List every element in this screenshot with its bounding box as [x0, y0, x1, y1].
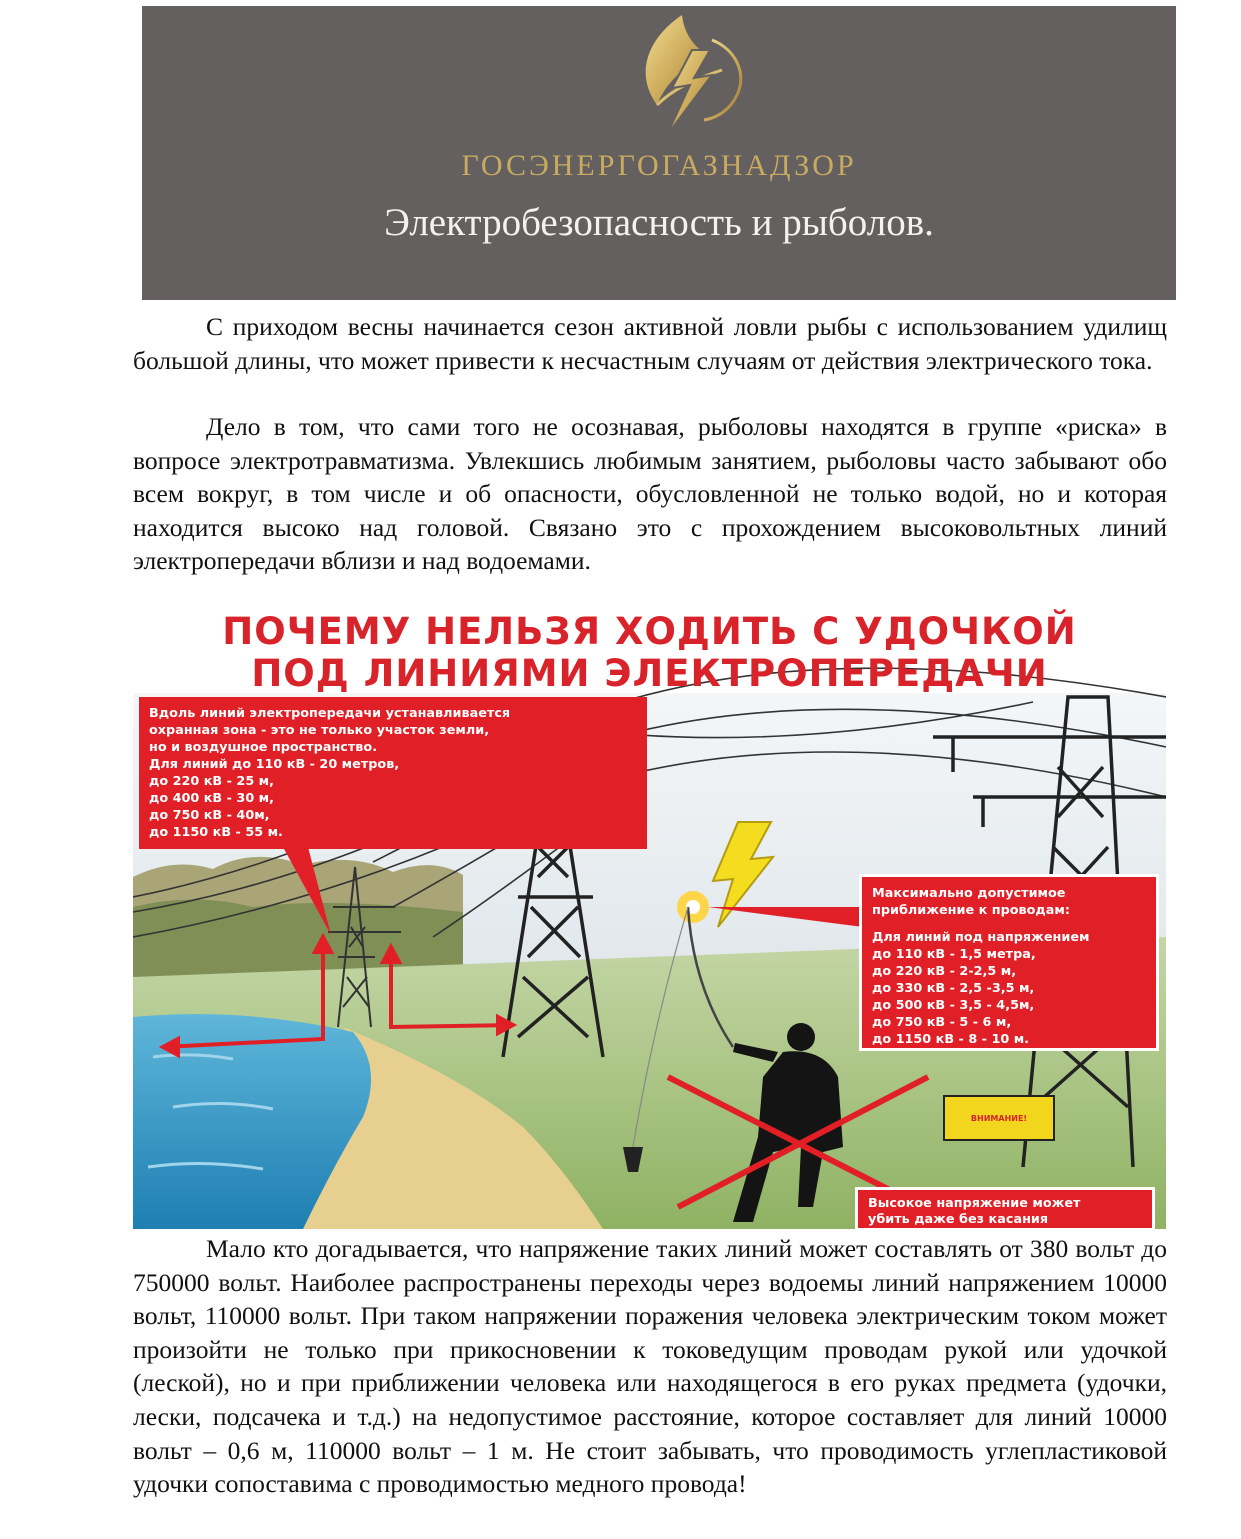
approach-list-item: до 750 кВ - 5 - 6 м,	[872, 1015, 1012, 1030]
approach-list-item: Для линий под напряжением	[872, 930, 1090, 945]
poster-title-line: ПОЧЕМУ НЕЛЬЗЯ ХОДИТЬ С УДОЧКОЙ	[222, 610, 1077, 653]
poster-title	[133, 611, 1166, 695]
zone-list-item: Для линий до 110 кВ - 20 метров,	[149, 757, 400, 772]
paragraph: Дело в том, что сами того не осознавая, рыболовы находятся в группе «риска» в вопросе электротравматизма. Увлекшись любимым занятием, рыболовы часто забывают обо всем вокруг, в том числе и об опасности, обусловленной не только водой, но и которая находится высоко над головой. Связано это с прохождением высоковольтных линий электропередачи вблизи и над водоемами.	[133, 412, 1167, 576]
warning-text-line: Высокое напряжение может	[868, 1196, 1081, 1211]
approach-list-item: до 500 кВ - 3,5 - 4,5м,	[872, 998, 1035, 1013]
leaf-lightning-logo-icon	[612, 10, 752, 140]
paragraph-risk	[133, 410, 1167, 578]
approach-list-item: до 330 кВ - 2,5 -3,5 м,	[872, 981, 1035, 996]
high-voltage-warning-box	[855, 1187, 1155, 1229]
warning-text-line: убить даже без касания	[868, 1212, 1049, 1227]
paragraph: Мало кто догадывается, что напряжение таких линий может составлять от 380 вольт до 750000 вольт. Наиболее распространены переходы через водоемы линий напряжением 10000 вольт, 110000 вольт. При таком напряжении поражения человека электрическим током может произойти не только при прикосновении к токоведущим проводам рукой или удочкой (леской), но и при приближении человека или находящегося в его руках предмета (удочки, лески, подсачека и т.д.) на недопустимое расстояние, которое составляет для линий 10000 вольт – 0,6 м, 110000 вольт – 1 м. Не стоит забывать, что проводимость углепластиковой удочки сопоставима с проводимостью медного провода!	[133, 1234, 1167, 1499]
zone-text-line: но и воздушное пространство.	[149, 740, 378, 755]
protection-zone-box	[139, 697, 647, 849]
organization-name: ГОСЭНЕРГОГАЗНАДЗОР	[461, 149, 857, 182]
poster-title-line: ПОД ЛИНИЯМИ ЭЛЕКТРОПЕРЕДАЧИ	[251, 652, 1048, 695]
approach-distance-box	[859, 874, 1159, 1051]
safety-poster	[133, 607, 1166, 1229]
header-banner	[142, 6, 1176, 300]
zone-list-item: до 1150 кВ - 55 м.	[149, 825, 283, 840]
warning-sign: ВНИМАНИЕ!	[943, 1095, 1055, 1141]
approach-text-line: приближение к проводам:	[872, 903, 1070, 918]
approach-list-item: до 110 кВ - 1,5 метра,	[872, 947, 1036, 962]
approach-text-line: Максимально допустимое	[872, 886, 1066, 901]
zone-list-item: до 750 кВ - 40м,	[149, 808, 270, 823]
paragraph-intro	[133, 310, 1167, 377]
zone-text-line: охранная зона - это не только участок земли,	[149, 723, 490, 738]
document-title: Электробезопасность и рыболов.	[384, 201, 934, 244]
zone-list-item: до 400 кВ - 30 м,	[149, 791, 274, 806]
zone-text-line: Вдоль линий электропередачи устанавливается	[149, 706, 511, 721]
approach-list-item: до 1150 кВ - 8 - 10 м.	[872, 1032, 1030, 1047]
paragraph-voltage	[133, 1232, 1167, 1501]
approach-list-item: до 220 кВ - 2-2,5 м,	[872, 964, 1017, 979]
paragraph: С приходом весны начинается сезон активной ловли рыбы с использованием удилищ большой длины, что может привести к несчастным случаям от действия электрического тока.	[133, 312, 1167, 375]
zone-list-item: до 220 кВ - 25 м,	[149, 774, 274, 789]
